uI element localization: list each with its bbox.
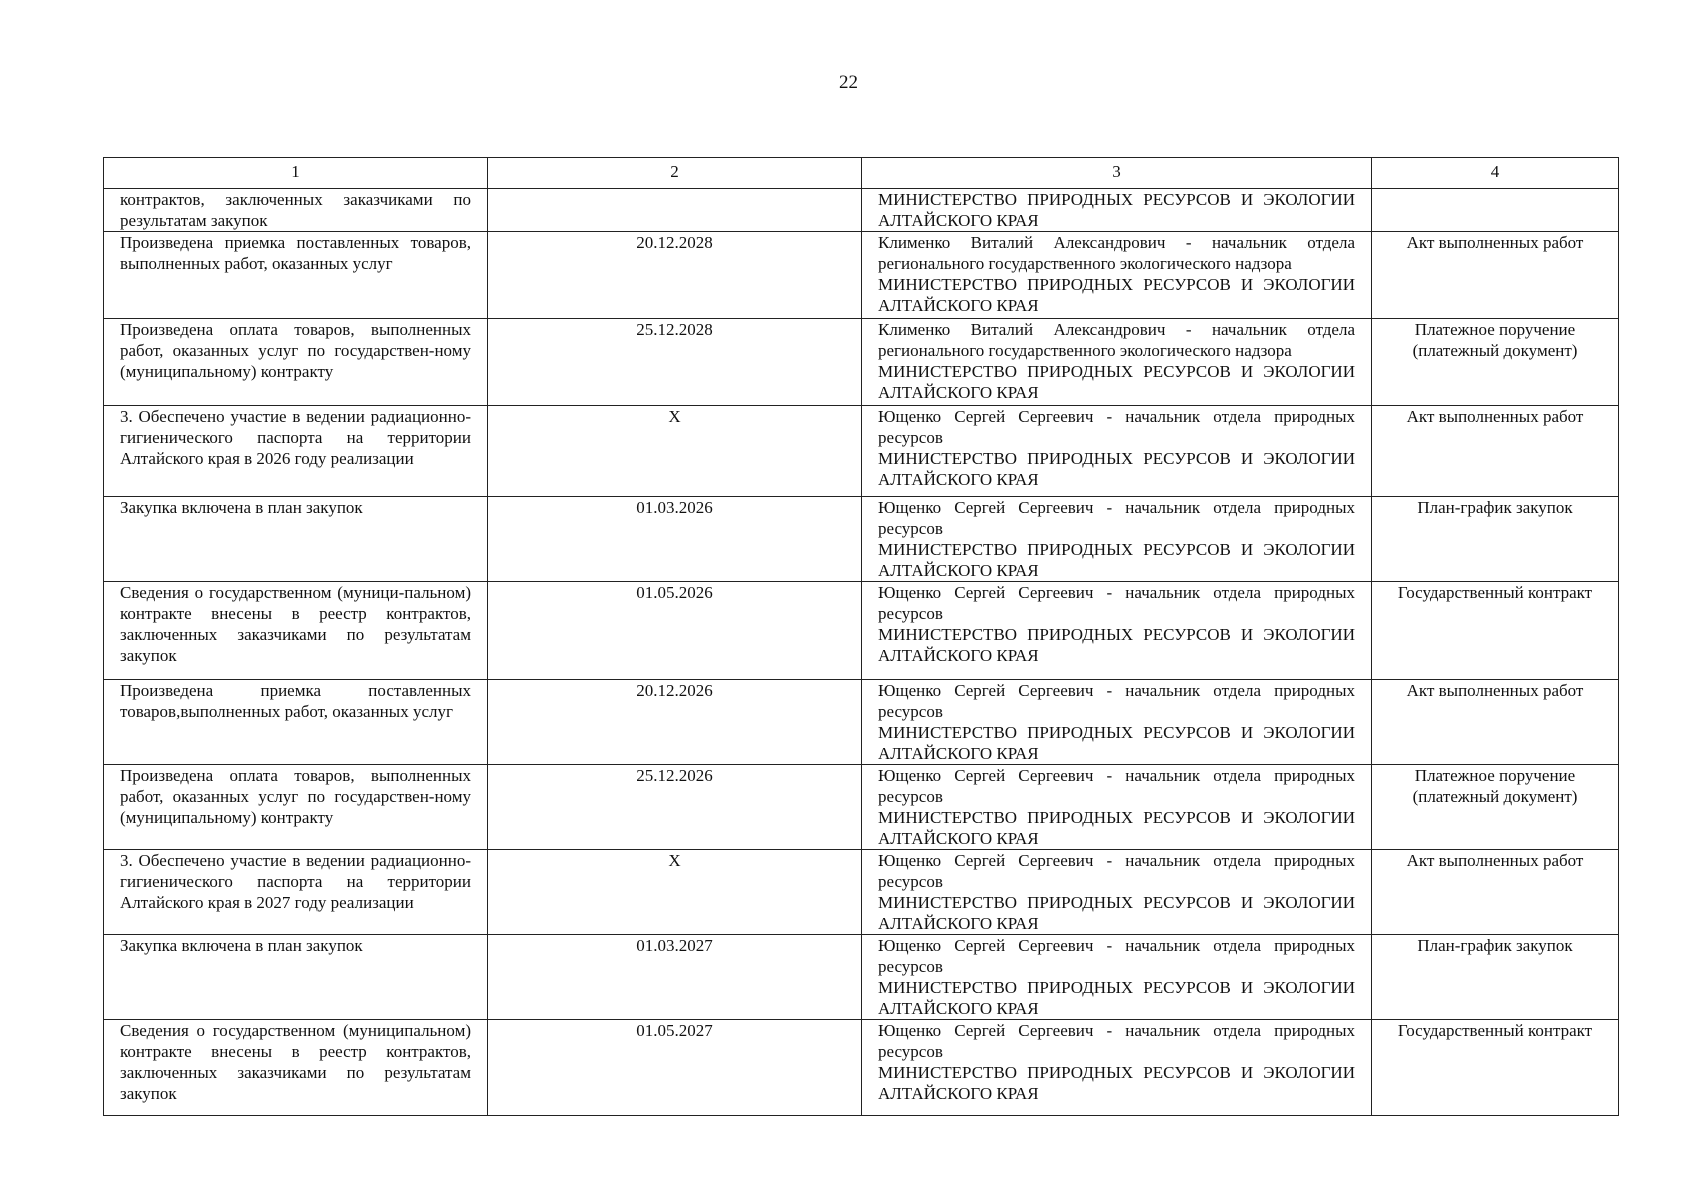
row-document: План-график закупок: [1372, 497, 1619, 582]
row-date: X: [488, 406, 862, 497]
table-row: [104, 680, 1619, 765]
row-description: Закупка включена в план закупок: [104, 935, 488, 1020]
responsible-person: Ющенко Сергей Сергеевич - начальник отдела природных ресурсов: [878, 407, 1355, 447]
row-responsible: [862, 765, 1372, 850]
table-header-row: [104, 158, 1619, 189]
row-date: 20.12.2028: [488, 232, 862, 319]
row-description: Произведена приемка поставленных товаров, выполненных работ, оказанных услуг: [104, 232, 488, 319]
row-description: Произведена оплата товаров, выполненных работ, оказанных услуг по государствен-ному (муниципальному) контракту: [104, 319, 488, 406]
table-row: [104, 497, 1619, 582]
table-row: [104, 319, 1619, 406]
table-row: [104, 189, 1619, 232]
responsible-organization: МИНИСТЕРСТВО ПРИРОДНЫХ РЕСУРСОВ И ЭКОЛОГИИ АЛТАЙСКОГО КРАЯ: [878, 723, 1355, 763]
table-row: [104, 232, 1619, 319]
row-date: 01.03.2026: [488, 497, 862, 582]
row-responsible: [862, 189, 1372, 232]
responsible-organization: МИНИСТЕРСТВО ПРИРОДНЫХ РЕСУРСОВ И ЭКОЛОГИИ АЛТАЙСКОГО КРАЯ: [878, 190, 1355, 230]
row-date: 01.05.2027: [488, 1020, 862, 1116]
row-description: Сведения о государственном (муници-пальном) контракте внесены в реестр контрактов, заключенных заказчиками по результатам закупок: [104, 582, 488, 680]
activities-table: [103, 157, 1619, 1116]
responsible-person: Клименко Виталий Александрович - начальник отдела регионального государственного экологического надзора: [878, 233, 1355, 273]
responsible-person: Клименко Виталий Александрович - начальник отдела регионального государственного экологического надзора: [878, 320, 1355, 360]
responsible-organization: МИНИСТЕРСТВО ПРИРОДНЫХ РЕСУРСОВ И ЭКОЛОГИИ АЛТАЙСКОГО КРАЯ: [878, 362, 1355, 402]
responsible-organization: МИНИСТЕРСТВО ПРИРОДНЫХ РЕСУРСОВ И ЭКОЛОГИИ АЛТАЙСКОГО КРАЯ: [878, 625, 1355, 665]
table-row: [104, 1020, 1619, 1116]
row-date: 20.12.2026: [488, 680, 862, 765]
responsible-organization: МИНИСТЕРСТВО ПРИРОДНЫХ РЕСУРСОВ И ЭКОЛОГИИ АЛТАЙСКОГО КРАЯ: [878, 893, 1355, 933]
row-responsible: [862, 1020, 1372, 1116]
row-description: 3. Обеспечено участие в ведении радиационно-гигиенического паспорта на территории Алтайского края в 2027 году реализации: [104, 850, 488, 935]
row-date: 25.12.2028: [488, 319, 862, 406]
row-document: Платежное поручение (платежный документ): [1372, 765, 1619, 850]
row-document: Акт выполненных работ: [1372, 406, 1619, 497]
responsible-person: Ющенко Сергей Сергеевич - начальник отдела природных ресурсов: [878, 851, 1355, 891]
row-document: Акт выполненных работ: [1372, 850, 1619, 935]
column-header-4: 4: [1372, 158, 1619, 189]
row-responsible: [862, 680, 1372, 765]
row-description: Произведена приемка поставленных товаров,выполненных работ, оказанных услуг: [104, 680, 488, 765]
responsible-person: Ющенко Сергей Сергеевич - начальник отдела природных ресурсов: [878, 681, 1355, 721]
row-date: 01.05.2026: [488, 582, 862, 680]
row-date: 01.03.2027: [488, 935, 862, 1020]
responsible-organization: МИНИСТЕРСТВО ПРИРОДНЫХ РЕСУРСОВ И ЭКОЛОГИИ АЛТАЙСКОГО КРАЯ: [878, 275, 1355, 315]
row-date: 25.12.2026: [488, 765, 862, 850]
responsible-organization: МИНИСТЕРСТВО ПРИРОДНЫХ РЕСУРСОВ И ЭКОЛОГИИ АЛТАЙСКОГО КРАЯ: [878, 808, 1355, 848]
responsible-person: Ющенко Сергей Сергеевич - начальник отдела природных ресурсов: [878, 498, 1355, 538]
row-document: Государственный контракт: [1372, 1020, 1619, 1116]
column-header-3: 3: [862, 158, 1372, 189]
row-description: Произведена оплата товаров, выполненных работ, оказанных услуг по государствен-ному (муниципальному) контракту: [104, 765, 488, 850]
row-date: [488, 189, 862, 232]
row-document: [1372, 189, 1619, 232]
row-responsible: [862, 319, 1372, 406]
row-document: План-график закупок: [1372, 935, 1619, 1020]
responsible-organization: МИНИСТЕРСТВО ПРИРОДНЫХ РЕСУРСОВ И ЭКОЛОГИИ АЛТАЙСКОГО КРАЯ: [878, 978, 1355, 1018]
row-description: Сведения о государственном (муниципальном) контракте внесены в реестр контрактов, заключенных заказчиками по результатам закупок: [104, 1020, 488, 1116]
row-responsible: [862, 232, 1372, 319]
column-header-1: 1: [104, 158, 488, 189]
row-document: Акт выполненных работ: [1372, 680, 1619, 765]
table-row: [104, 406, 1619, 497]
responsible-organization: МИНИСТЕРСТВО ПРИРОДНЫХ РЕСУРСОВ И ЭКОЛОГИИ АЛТАЙСКОГО КРАЯ: [878, 540, 1355, 580]
row-description: 3. Обеспечено участие в ведении радиационно-гигиенического паспорта на территории Алтайского края в 2026 году реализации: [104, 406, 488, 497]
responsible-person: Ющенко Сергей Сергеевич - начальник отдела природных ресурсов: [878, 766, 1355, 806]
responsible-person: Ющенко Сергей Сергеевич - начальник отдела природных ресурсов: [878, 583, 1355, 623]
row-responsible: [862, 582, 1372, 680]
table-row: [104, 582, 1619, 680]
column-header-2: 2: [488, 158, 862, 189]
responsible-person: Ющенко Сергей Сергеевич - начальник отдела природных ресурсов: [878, 936, 1355, 976]
table-row: [104, 765, 1619, 850]
row-description: Закупка включена в план закупок: [104, 497, 488, 582]
page-number: 22: [839, 72, 858, 93]
row-description: контрактов, заключенных заказчиками по результатам закупок: [104, 189, 488, 232]
row-document: Акт выполненных работ: [1372, 232, 1619, 319]
row-responsible: [862, 935, 1372, 1020]
table-row: [104, 935, 1619, 1020]
row-responsible: [862, 406, 1372, 497]
row-date: X: [488, 850, 862, 935]
responsible-organization: МИНИСТЕРСТВО ПРИРОДНЫХ РЕСУРСОВ И ЭКОЛОГИИ АЛТАЙСКОГО КРАЯ: [878, 1063, 1355, 1103]
row-responsible: [862, 850, 1372, 935]
responsible-organization: МИНИСТЕРСТВО ПРИРОДНЫХ РЕСУРСОВ И ЭКОЛОГИИ АЛТАЙСКОГО КРАЯ: [878, 449, 1355, 489]
row-document: Государственный контракт: [1372, 582, 1619, 680]
row-responsible: [862, 497, 1372, 582]
row-document: Платежное поручение (платежный документ): [1372, 319, 1619, 406]
table-row: [104, 850, 1619, 935]
responsible-person: Ющенко Сергей Сергеевич - начальник отдела природных ресурсов: [878, 1021, 1355, 1061]
